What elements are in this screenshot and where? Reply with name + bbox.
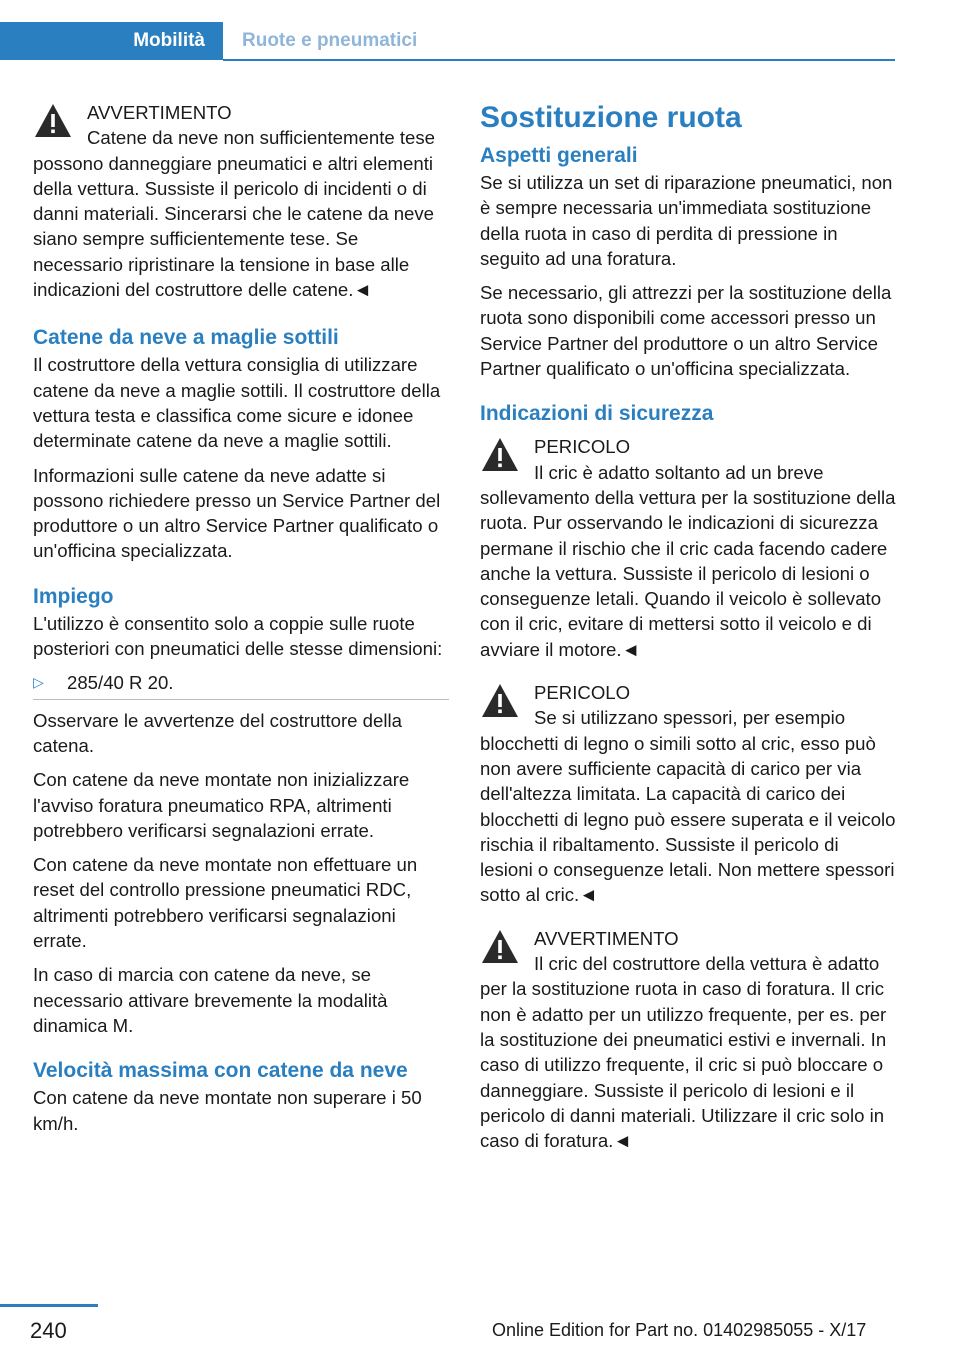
page-number: 240 — [30, 1318, 67, 1343]
chapter-tabs — [0, 22, 895, 62]
paragraph: Con catene da neve montate non effettuare un reset del controllo pressione pneumatici RDC, altrimenti potrebbero verificarsi segnalazioni errate. — [33, 854, 418, 952]
warning-triangle-icon — [480, 682, 520, 720]
warning-text: Catene da neve non sufficientemente tese possono danneggiare pneumatici e altri elementi della vettura. Sussiste il pericolo di incidenti o di danni materiali. Sincerarsi che le catene da neve siano sempre sufficientemente tese. Se necessario ripristinare la tensione in base alle indicazioni del costruttore delle catene.◄ — [33, 127, 436, 301]
paragraph: Se necessario, gli attrezzi per la sostituzione della ruota sono disponibili come accessori presso un Service Partner del produttore o un altro Service Partner qualificato o un'officina specializzata. — [480, 282, 892, 380]
paragraph: In caso di marcia con catene da neve, se necessario attivare brevemente la modalità dinamica M. — [33, 964, 388, 1036]
danger-label: PERICOLO — [534, 682, 631, 704]
paragraph: Informazioni sulle catene da neve adatte si possono richiedere presso un Service Partner del produttore o un altro Service Partner qualificato o un'officina specializzata. — [33, 464, 441, 562]
left-column — [33, 98, 449, 1145]
warning-triangle-icon — [33, 102, 73, 140]
divider — [33, 699, 449, 700]
danger-block — [480, 680, 896, 908]
section-title-velocita-massima: Velocità massima con catene da neve — [33, 1059, 408, 1083]
danger-text: Se si utilizzano spessori, per esempio blocchetti di legno o simili sotto al cric, esso può non avere sufficiente capacità di carico per via dell'altezza limitata. La capacità di carico dei blocchetti di legno può essere superata e il veicolo rischia il ribaltamento. Sussiste il pericolo di lesioni o conseguenze letali. Non mettere spessori sotto al cric.◄ — [480, 707, 896, 906]
list-item-text: 285/40 R 20. — [67, 672, 174, 694]
danger-text: Il cric è adatto soltanto ad un breve sollevamento della vettura per la sostituzione della ruota. Pur osservando le indicazioni di sicurezza permane il rischio che il cric cada facendo cadere anche la vettura. Sussiste il pericolo di lesioni o conseguenze letali. Quando il veicolo è sollevato con il cric, evitare di mettersi sotto il veicolo e di avviare il motore.◄ — [480, 461, 896, 660]
paragraph: Osservare le avvertenze del costruttore della catena. — [33, 709, 402, 756]
danger-block — [480, 434, 896, 662]
warning-label: AVVERTIMENTO — [534, 927, 679, 949]
paragraph: Il costruttore della vettura consiglia di utilizzare catene da neve a maglie sottili. Il costruttore della vettura testa e classifica come sicure e idonee determinate catene da neve a maglie sottili. — [33, 354, 441, 452]
paragraph: Se si utilizza un set di riparazione pneumatici, non è sempre necessaria un'immediata sostituzione della ruota in caso di perdita di pressione in seguito ad una foratura. — [480, 172, 893, 269]
section-title-catene-maglie-sottili: Catene da neve a maglie sottili — [33, 326, 339, 350]
edition-info: Online Edition for Part no. 01402985055 - X/17 — [492, 1320, 867, 1340]
warning-block — [33, 100, 449, 302]
section-title-impiego: Impiego — [33, 584, 114, 608]
warning-triangle-icon — [480, 436, 520, 474]
warning-label: AVVERTIMENTO — [87, 102, 232, 123]
tab-ruote-e-pneumatici[interactable]: Ruote e pneumatici — [242, 30, 418, 51]
danger-label: PERICOLO — [534, 436, 631, 458]
footer-rule — [0, 1304, 98, 1307]
tab-mobilita[interactable]: Mobilità — [0, 22, 223, 60]
warning-triangle-icon — [480, 928, 520, 966]
header-rule — [223, 59, 895, 61]
page-title: Sostituzione ruota — [480, 101, 742, 134]
section-title-indicazioni-sicurezza: Indicazioni di sicurezza — [480, 402, 714, 426]
section-title-aspetti-generali: Aspetti generali — [480, 144, 638, 167]
list-item — [33, 670, 449, 695]
paragraph: Con catene da neve montate non superare i 50 km/h. — [33, 1087, 422, 1134]
warning-text: Il cric del costruttore della vettura è adatto per la sostituzione ruota in caso di foratura. Il cric non è adatto per un utilizzo frequente, per es. per la sostituzione dei pneumatici estivi e invernali. In caso di utilizzo frequente, il cric si può bloccare o danneggiare. Sussiste il pericolo di lesioni e il pericolo di danni materiali. Utilizzare il cric solo in caso di foratura.◄ — [480, 953, 887, 1152]
right-column — [480, 98, 896, 1165]
warning-block — [480, 926, 896, 1154]
bullet-icon: ▷ — [33, 674, 44, 691]
paragraph: Con catene da neve montate non inizializzare l'avviso foratura pneumatico RPA, altrimenti potrebbero verificarsi segnalazioni errate. — [33, 769, 410, 841]
paragraph: L'utilizzo è consentito solo a coppie sulle ruote posteriori con pneumatici delle stesse dimensioni: — [33, 612, 443, 660]
